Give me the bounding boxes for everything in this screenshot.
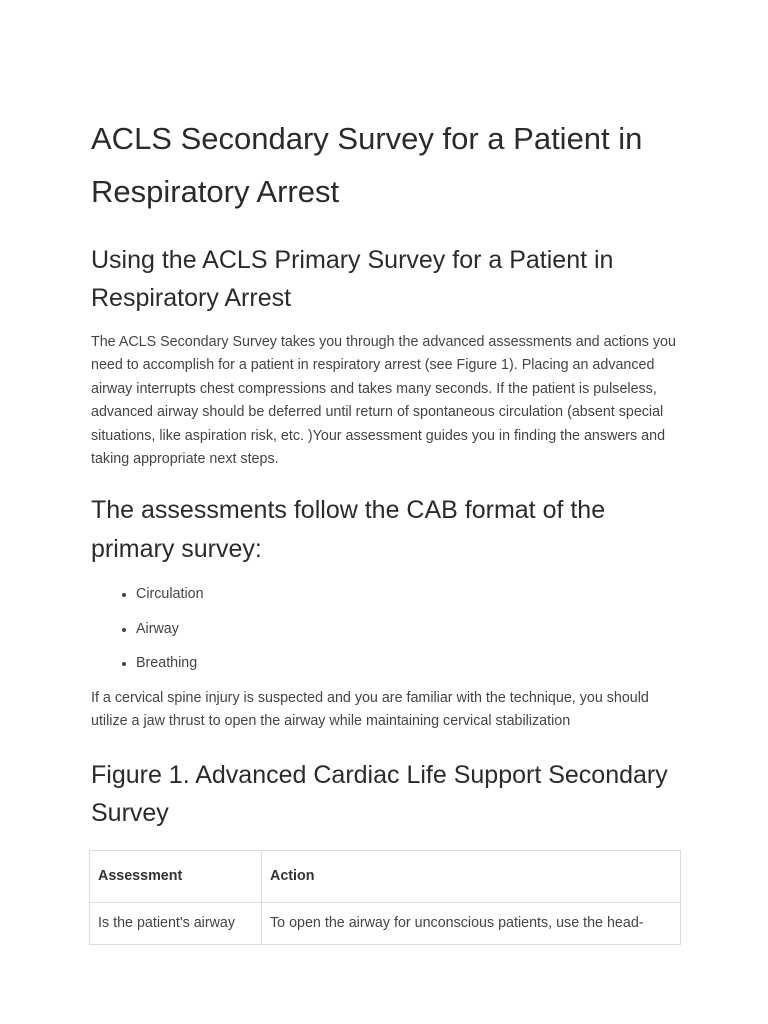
cab-list	[91, 583, 681, 675]
column-header-action: Action	[262, 850, 681, 902]
section-heading-primary-survey: Using the ACLS Primary Survey for a Patient in Respiratory Arrest	[91, 246, 614, 312]
page-title: ACLS Secondary Survey for a Patient in Respiratory Arrest	[91, 121, 643, 209]
secondary-survey-table	[89, 850, 681, 945]
list-item: • Breathing	[136, 652, 681, 675]
intro-paragraph: The ACLS Secondary Survey takes you through the advanced assessments and actions you need to accomplish for a patient in respiratory arrest (see Figure 1). Placing an advanced airway interrupts chest compressions and takes many seconds. If the patient is pulseless, advanced airway should be deferred until return of spontaneous circulation (absent special situations, like aspiration risk, etc. )Your assessment guides you in finding the answers and taking appropriate next steps.	[91, 334, 676, 468]
article	[91, 112, 681, 945]
list-item: • Airway	[136, 618, 681, 641]
figure-heading: Figure 1. Advanced Cardiac Life Support Secondary Survey	[91, 760, 668, 827]
section-heading-cab-format: The assessments follow the CAB format of the primary survey:	[91, 496, 606, 564]
table-cell-action: To open the airway for unconscious patients, use the head-	[262, 902, 681, 944]
list-item: • Circulation	[136, 583, 681, 606]
column-header-assessment: Assessment	[90, 850, 262, 902]
cervical-spine-paragraph: If a cervical spine injury is suspected and you are familiar with the technique, you should utilize a jaw thrust to open the airway while maintaining cervical stabilization	[91, 689, 649, 730]
table-row	[90, 902, 681, 944]
table-cell-assessment: Is the patient's airway	[90, 902, 262, 944]
table-header-row	[90, 850, 681, 902]
